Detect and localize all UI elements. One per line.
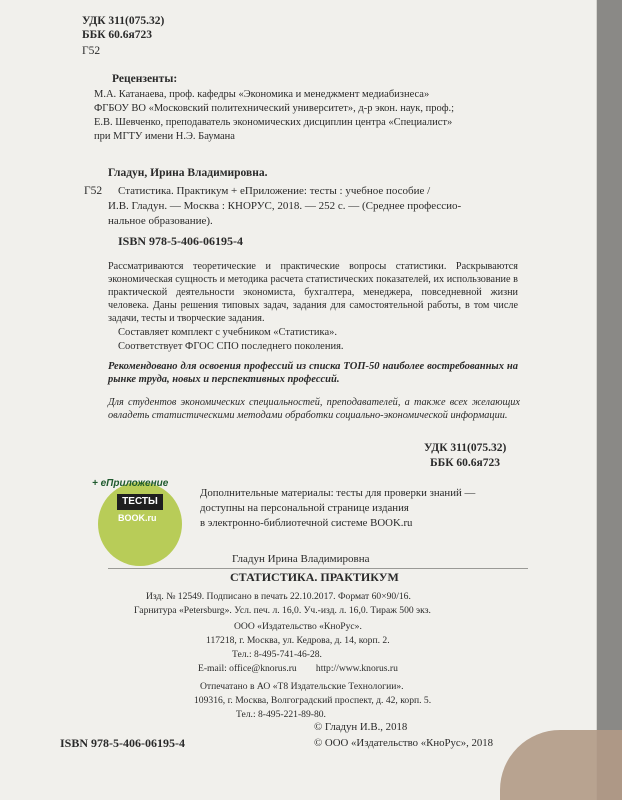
tests-box: ТЕСТЫ [117,494,163,510]
biblio-line-3: нальное образование). [108,215,213,227]
reviewer-line-3: Е.В. Шевченко, преподаватель экономических дисциплин центра «Специалист» [94,117,453,128]
copyright-publisher: © ООО «Издательство «КноРус», 2018 [314,737,494,749]
biblio-isbn: ISBN 978-5-406-06195-4 [118,234,243,248]
publisher-name: ООО «Издательство «КноРус». [234,621,362,632]
annotation-standard: Соответствует ФГОС СПО последнего поколения. [118,341,344,352]
eapp-line-3: в электронно-библиотечной системе BOOK.ru [200,517,413,529]
footer-isbn: ISBN 978-5-406-06195-4 [60,736,185,750]
biblio-line-2: И.В. Гладун. — Москва : КНОРУС, 2018. — 252 с. — (Среднее профессио- [108,200,462,212]
printer-address: 109316, г. Москва, Волгоградский проспект, д. 42, корп. 5. [194,695,432,706]
imprint-line-2: Гарнитура «Petersburg». Усл. печ. л. 16,0. Уч.-изд. л. 16,0. Тираж 500 экз. [134,605,431,616]
biblio-line-1: Статистика. Практикум + еПриложение: тесты : учебное пособие / [118,185,431,197]
udk-code-top: УДК 311(075.32) [82,15,165,27]
bookru-label: BOOK.ru [118,513,157,523]
printer-name: Отпечатано в АО «Т8 Издательские Технологии». [200,681,404,692]
eapp-line-1: Дополнительные материалы: тесты для проверки знаний — [200,487,476,499]
publisher-contacts: E-mail: office@knorus.ru http://www.knorus.ru [198,663,398,674]
author-heading: Гладун, Ирина Владимировна. [108,167,268,179]
book-code-top: Г52 [82,45,101,57]
bbk-code-right: ББК 60.6я723 [430,457,501,469]
annotation-set: Составляет комплект с учебником «Статистика». [118,327,337,338]
udk-code-right: УДК 311(075.32) [424,442,507,454]
recommendation-text: Рекомендовано для освоения профессий из списка ТОП-50 наиболее востребованных на рынке труда, новых и перспективных профессий. [108,361,518,385]
imprint-author: Гладун Ирина Владимировна [232,553,370,565]
bbk-code-top: ББК 60.6я723 [82,29,153,41]
printer-phone: Тел.: 8-495-221-89-80. [236,709,326,720]
reviewer-line-2: ФГБОУ ВО «Московский политехнический университет», д-р экон. наук, проф.; [94,103,455,114]
reviewer-line-4: при МГТУ имени Н.Э. Баумана [94,131,235,142]
imprint-rule [108,568,528,569]
publisher-address: 117218, г. Москва, ул. Кедрова, д. 14, корп. 2. [206,635,390,646]
biblio-code: Г52 [84,185,103,197]
publisher-phone: Тел.: 8-495-741-46-28. [232,649,322,660]
copyright-author: © Гладун И.В., 2018 [314,721,408,733]
eapp-line-2: доступны на персональной странице издания [200,502,409,514]
imprint-title: СТАТИСТИКА. ПРАКТИКУМ [230,570,399,584]
annotation-paragraph: Рассматриваются теоретические и практические вопросы статистики. Раскрываются экономическая сущность и методика расчета статистических показателей, их использование в практической деятельности экономиста, бухгалтера, менеджера, повседневной жизни человека. Даны решения типовых задач, задания для самостоятельной работы, в том числе задачи, тесты и творческие задания. [108,261,518,324]
imprint-line-1: Изд. № 12549. Подписано в печать 22.10.2017. Формат 60×90/16. [146,591,411,602]
reviewers-title: Рецензенты: [112,73,178,85]
audience-text: Для студентов экономических специальностей, преподавателей, а также всех желающих овладеть статистическими методами обработки социально-экономической информации. [108,397,520,421]
eapp-badge-label: + еПриложение [92,478,169,489]
reviewer-line-1: М.А. Катанаева, проф. кафедры «Экономика и менеджмент медиабизнеса» [94,89,430,100]
